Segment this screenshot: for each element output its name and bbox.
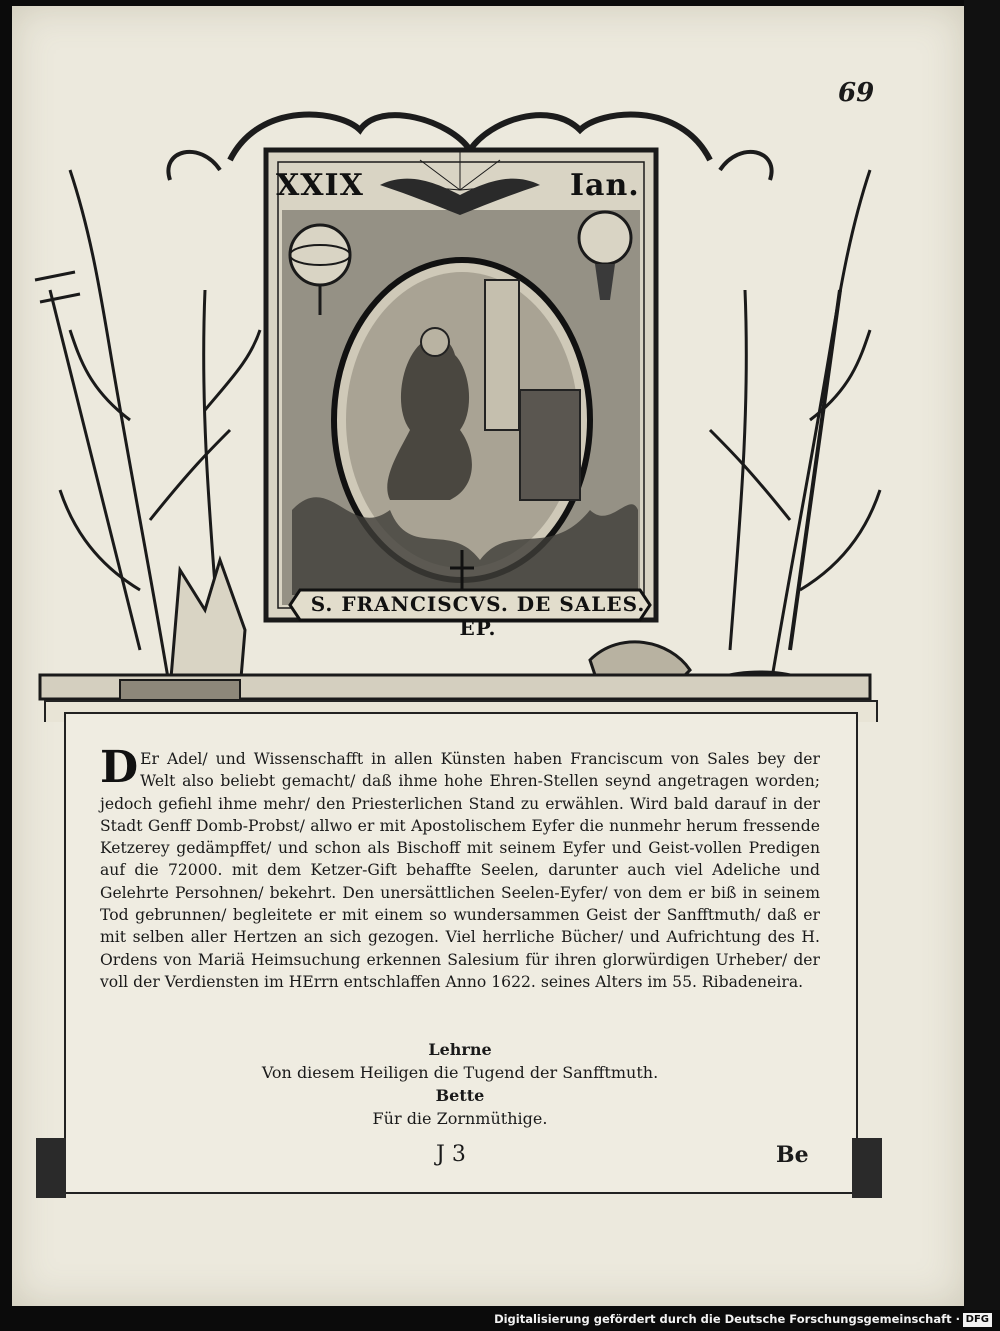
engraving-plate xyxy=(30,90,910,750)
bette-heading: Bette xyxy=(435,1086,485,1105)
bette-text: Für die Zornmüthige. xyxy=(372,1109,548,1128)
engraving-illustration xyxy=(30,90,910,750)
drop-cap: D xyxy=(100,742,139,793)
plate-date-month: Ian. xyxy=(570,168,640,203)
text-panel-base-left xyxy=(36,1138,66,1198)
catchword: Be xyxy=(776,1142,809,1168)
page-number: 69 xyxy=(838,78,875,108)
footer-credit: Digitalisierung gefördert durch die Deutsche Forschungsgemeinschaft · xyxy=(494,1312,960,1326)
lehrne-heading: Lehrne xyxy=(428,1040,492,1059)
signature-mark: J 3 xyxy=(436,1142,466,1167)
scan-edge xyxy=(964,0,1000,1310)
dfg-logo-icon: DFG xyxy=(963,1313,992,1327)
plate-caption: S. FRANCISCVS. DE SALES. EP. xyxy=(310,592,646,640)
plate-date-day: XXIX xyxy=(276,168,364,203)
body-paragraph xyxy=(100,742,820,993)
body-text: Er Adel/ und Wissenschafft in allen Künsten haben Franciscum von Sales bey der Welt also beliebt gemacht/ daß ihme hohe Ehren-Stellen seynd angetragen worden; jedoch gefiehl ihme mehr/ den Priesterlichen Stand zu erwählen. Wird bald darauf in der Stadt Genff Domb-Probst/ allwo er mit Apostolischem Eyfer die nunmehr herum fressende Ketzerey gedämpffet/ und schon als Bischoff mit seinem Eyfer und Geist-vollen Predigen auf die 72000. mit dem Ketzer-Gift behaffte Seelen, darunter auch viel Adeliche und Gelehrte Persohnen/ bekehrt. Den unersättlichen Seelen-Eyfer/ von dem er biß in seinem Tod gebrunnen/ begleitete er mit einem so wundersammen Geist der Sanfftmuth/ daß er mit selben aller Hertzen an sich gezogen. Viel herrliche Bücher/ und Aufrichtung des H. Ordens von Mariä Heimsuchung erkennen Salesium für ihren glorwürdigen Urheber/ der voll der Verdiensten im HErrn entschlaffen Anno 1622. seines Alters im 55. Ribadeneira. xyxy=(100,750,820,991)
lehrne-text: Von diesem Heiligen die Tugend der Sanfftmuth. xyxy=(261,1063,659,1082)
text-panel-base-right xyxy=(852,1138,882,1198)
